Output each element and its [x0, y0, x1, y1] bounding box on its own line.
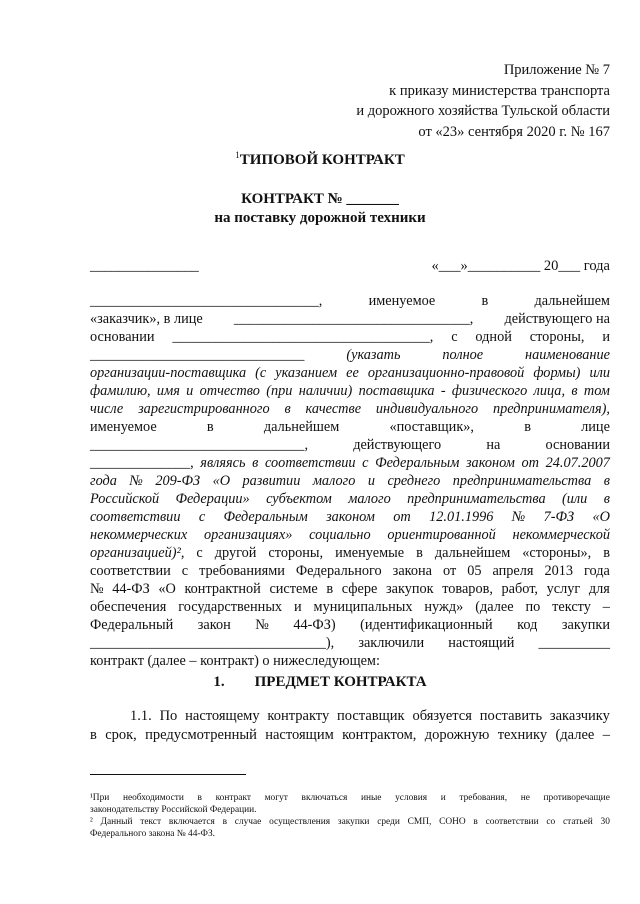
text-word: государственных	[178, 599, 283, 615]
footnotes	[90, 792, 610, 840]
place-date-line	[90, 258, 610, 275]
text-word: в	[197, 793, 202, 803]
text-line	[90, 382, 610, 400]
header-line: и дорожного хозяйства Тульской области	[356, 103, 610, 119]
text-word: нужд»	[424, 599, 464, 615]
text-word: отчество	[199, 383, 260, 399]
text-word: дальнейшем	[534, 293, 610, 309]
text-word: включаться	[301, 793, 348, 803]
text-word: с	[451, 329, 458, 345]
text-line	[90, 454, 610, 472]
text-word: физического	[451, 383, 528, 399]
text-line	[90, 346, 610, 364]
contract-preamble	[90, 292, 610, 670]
text-word: __________	[538, 635, 610, 651]
text-line	[90, 436, 610, 454]
text-word: законодательству Российской Федерации.	[90, 805, 257, 815]
text-word: и	[367, 473, 375, 489]
text-word: обязуется	[412, 708, 472, 724]
text-word: в	[222, 817, 228, 827]
text-word: организационно-правовой	[367, 365, 525, 381]
text-line	[90, 508, 610, 526]
text-word: _________________________________),	[90, 635, 335, 651]
text-word: соответствии	[90, 509, 181, 525]
text-word: Федерального	[295, 563, 382, 579]
text-word: ²	[90, 817, 93, 827]
text-word: №	[255, 617, 269, 633]
text-word: обеспечения	[90, 599, 167, 615]
text-word: (указать	[346, 347, 401, 363]
text-word: №	[511, 509, 526, 525]
text-word: 44-ФЗ	[112, 581, 150, 597]
text-line	[90, 616, 610, 634]
text-word: поставщика	[358, 383, 435, 399]
clause-1-1	[90, 707, 610, 745]
text-word: Российской	[90, 491, 160, 507]
text-word: сфере	[341, 581, 378, 597]
text-word: развитии	[242, 473, 301, 489]
text-word: требования,	[459, 793, 508, 803]
text-word: –	[602, 727, 610, 743]
text-word: «О	[158, 581, 176, 597]
text-word: «О	[212, 473, 231, 489]
text-word: случае	[234, 817, 262, 827]
text-word: закон	[197, 617, 231, 633]
text-line	[90, 726, 610, 745]
text-word: в	[603, 473, 610, 489]
text-word: субъектом	[266, 491, 332, 507]
text-word: организациях»	[203, 527, 293, 543]
text-word: среди	[377, 817, 400, 827]
text-word: и	[440, 793, 446, 803]
text-word: «заказчик», в лице	[90, 311, 203, 327]
text-word: статьей	[562, 817, 593, 827]
text-word: закупок	[385, 581, 434, 597]
text-word: и	[602, 329, 610, 345]
date-field: «___»__________ 20___ года	[431, 258, 610, 274]
text-word: 209-ФЗ	[155, 473, 201, 489]
text-word: требованиями	[199, 563, 285, 579]
text-word: с	[196, 545, 203, 561]
text-word: года	[584, 563, 610, 579]
header-line: к приказу министерства транспорта	[389, 82, 610, 99]
text-word: качестве	[305, 401, 362, 417]
text-word: противоречащие	[543, 793, 610, 803]
text-word: другой	[214, 545, 257, 561]
text-word: ее	[346, 365, 359, 381]
text-word: 12.01.1996	[429, 509, 494, 525]
text-word: ______________________________	[90, 347, 305, 363]
text-word: Федеральный	[90, 617, 174, 633]
text-word: предпринимательства	[407, 491, 546, 507]
section-number: 1.	[213, 674, 225, 690]
text-word: тексту	[552, 599, 591, 615]
text-word: соответствии	[90, 563, 171, 579]
header-line: от «23» сентября 2020 г. № 167	[418, 123, 610, 140]
text-word: настоящему	[185, 708, 260, 724]
text-word: СОНО	[439, 817, 466, 827]
text-word: социально	[309, 527, 371, 543]
text-line	[90, 310, 610, 328]
text-word: в	[603, 491, 610, 507]
contract-heading	[0, 190, 640, 228]
text-word: иные	[360, 793, 382, 803]
text-line	[90, 828, 610, 840]
text-word: контракту	[267, 708, 330, 724]
text-line	[90, 328, 610, 346]
text-word: «поставщик»,	[389, 419, 474, 435]
text-word: именуемое	[368, 293, 436, 309]
text-word: или	[589, 365, 610, 381]
text-word: контракт	[215, 793, 251, 803]
text-word: ориентированной	[387, 527, 496, 543]
text-word: 44-ФЗ)	[293, 617, 336, 633]
text-line	[90, 418, 610, 436]
text-word: некоммерческих	[90, 527, 188, 543]
text-line	[90, 562, 610, 580]
text-line	[90, 816, 610, 828]
text-word: основании	[545, 437, 610, 453]
text-word: осуществления	[269, 817, 331, 827]
text-word: 7-ФЗ	[543, 509, 575, 525]
text-word: в	[206, 419, 214, 435]
text-word: поставить	[479, 708, 543, 724]
text-word: организацией)²,	[90, 545, 185, 561]
text-word: №	[90, 581, 104, 597]
text-word: (с	[255, 365, 267, 381]
text-word: срок,	[105, 727, 137, 743]
text-word: Федеральным	[375, 455, 460, 471]
text-word: товаров,	[442, 581, 493, 597]
text-word: являясь	[200, 455, 246, 471]
text-word: в	[603, 545, 610, 561]
text-word: и	[186, 383, 194, 399]
text-word: 2013	[544, 563, 574, 579]
text-word: заказчику	[549, 708, 610, 724]
text-word: 05	[467, 563, 482, 579]
appendix-header	[356, 60, 610, 142]
text-word: не	[520, 793, 530, 803]
text-word: №	[129, 473, 143, 489]
text-word: ______________,	[90, 455, 194, 471]
text-word: и	[293, 599, 302, 615]
text-word: дорожную	[424, 727, 490, 743]
text-word: в	[473, 817, 478, 827]
text-word: том	[583, 383, 610, 399]
text-line	[90, 400, 610, 418]
text-word: ¹При	[90, 793, 110, 803]
text-word: организации-поставщика	[90, 365, 247, 381]
text-word: именуемое	[90, 419, 157, 435]
text-word: СМП,	[407, 817, 432, 827]
text-word: законом	[465, 455, 515, 471]
text-word: на	[486, 437, 501, 453]
text-word: указанием	[275, 365, 338, 381]
text-word: наличии)	[298, 383, 353, 399]
text-word: по	[525, 599, 541, 615]
text-word: (далее	[555, 727, 595, 743]
text-word: в	[481, 293, 489, 309]
text-line	[90, 292, 610, 310]
text-word: имя	[156, 383, 180, 399]
text-word: индивидуального	[375, 401, 479, 417]
text-word: дальнейшем	[263, 419, 340, 435]
text-word: 24.07.2007	[545, 455, 610, 471]
text-word: условия	[395, 793, 428, 803]
text-word: предпринимательства	[452, 473, 592, 489]
text-word: текст	[140, 817, 162, 827]
text-word: фамилию,	[90, 383, 151, 399]
text-line	[90, 634, 610, 652]
text-word: (или	[562, 491, 588, 507]
text-word: некоммерческой	[512, 527, 610, 543]
text-line	[90, 598, 610, 616]
text-word: заключили	[358, 635, 425, 651]
text-line	[90, 544, 610, 562]
text-line	[90, 707, 610, 726]
text-word: в	[416, 545, 423, 561]
text-line	[90, 792, 610, 804]
title-text: ТИПОВОЙ КОНТРАКТ	[239, 152, 405, 168]
text-word: законом	[326, 509, 375, 525]
text-word: _________________________________,	[233, 311, 474, 327]
text-word: зарегистрированного	[138, 401, 270, 417]
text-word: соответствии	[265, 455, 356, 471]
footnote-divider	[90, 774, 246, 775]
text-line	[90, 652, 610, 670]
text-word: наименование	[525, 347, 610, 363]
text-word: системе	[269, 581, 318, 597]
text-word: контрактной	[184, 581, 261, 597]
section-heading	[0, 674, 640, 691]
text-word: лице	[581, 419, 610, 435]
text-line	[90, 490, 610, 508]
text-word: с	[362, 455, 369, 471]
text-word: закупки	[337, 817, 370, 827]
text-word: Федерального закона № 44-ФЗ.	[90, 829, 215, 839]
text-word: числе	[90, 401, 124, 417]
text-word: Федерации»	[175, 491, 250, 507]
place-field: _______________	[90, 258, 199, 274]
text-word: от	[393, 509, 411, 525]
text-word: услуг	[546, 581, 581, 597]
text-word: в	[524, 419, 531, 435]
text-word: в	[90, 727, 97, 743]
text-word: среднего	[387, 473, 441, 489]
text-word: Данный	[100, 817, 133, 827]
text-word: «стороны»,	[522, 545, 592, 561]
text-word: настоящий	[448, 635, 515, 651]
text-word: «О	[592, 509, 610, 525]
text-word: (далее	[475, 599, 514, 615]
text-word: дальнейшем	[434, 545, 511, 561]
document-title	[0, 152, 640, 169]
text-word: формы)	[533, 365, 581, 381]
text-word: малого	[348, 491, 391, 507]
title-footnote-mark: 1	[235, 150, 240, 160]
text-word: со	[546, 817, 556, 827]
text-word: работ,	[501, 581, 539, 597]
text-word: код	[517, 617, 538, 633]
text-word: -	[440, 383, 446, 399]
text-word: Федеральным	[223, 509, 308, 525]
text-line	[90, 804, 610, 816]
text-word: ____________________________________,	[172, 329, 434, 345]
text-word: действующего на	[504, 311, 610, 327]
header-line: Приложение № 7	[503, 62, 610, 78]
text-word: 1.1.	[130, 708, 152, 724]
text-word: апреля	[492, 563, 534, 579]
text-word: могут	[264, 793, 288, 803]
text-word: соответствии	[485, 817, 539, 827]
text-word: закупки	[561, 617, 610, 633]
text-word: малого	[312, 473, 356, 489]
text-word: полное	[442, 347, 484, 363]
text-word: предусмотренный	[145, 727, 257, 743]
text-word: По	[159, 708, 178, 724]
text-word: ______________________________,	[90, 437, 309, 453]
text-word: с	[198, 509, 206, 525]
text-word: закона	[392, 563, 433, 579]
text-word: в	[326, 581, 334, 597]
section-title: ПРЕДМЕТ КОНТРАКТА	[254, 674, 427, 690]
text-word: в	[571, 383, 578, 399]
text-word: действующего	[353, 437, 442, 453]
text-word: ________________________________,	[90, 293, 323, 309]
text-word: года	[90, 473, 117, 489]
text-word: технику	[497, 727, 548, 743]
text-word: включается	[168, 817, 215, 827]
text-word: контракт (далее – контракт) о нижеследующем:	[90, 653, 380, 669]
text-word: настоящим	[265, 727, 334, 743]
text-word: стороны,	[529, 329, 585, 345]
text-word: с	[181, 563, 189, 579]
text-word: одной	[475, 329, 512, 345]
text-word: необходимости	[122, 793, 184, 803]
text-word: предпринимателя),	[492, 401, 610, 417]
text-word: поставщик	[337, 708, 405, 724]
text-word: –	[602, 599, 610, 615]
text-line	[90, 580, 610, 598]
text-word: для	[588, 581, 610, 597]
text-word: лица,	[533, 383, 566, 399]
text-word: именуемые	[335, 545, 405, 561]
contract-subject: на поставку дорожной техники	[214, 210, 426, 226]
text-word: от	[443, 563, 457, 579]
text-word: от	[521, 455, 539, 471]
text-word: муниципальных	[313, 599, 413, 615]
text-word: контрактом,	[342, 727, 417, 743]
text-line	[90, 526, 610, 544]
text-word: (идентификационный	[360, 617, 493, 633]
text-word: стороны,	[268, 545, 324, 561]
text-line	[90, 472, 610, 490]
text-word: 30	[600, 817, 610, 827]
text-word: в	[284, 401, 291, 417]
text-word: в	[252, 455, 259, 471]
text-word: (при	[266, 383, 293, 399]
text-line	[90, 364, 610, 382]
contract-number: КОНТРАКТ № _______	[241, 191, 399, 207]
text-word: основании	[90, 329, 155, 345]
